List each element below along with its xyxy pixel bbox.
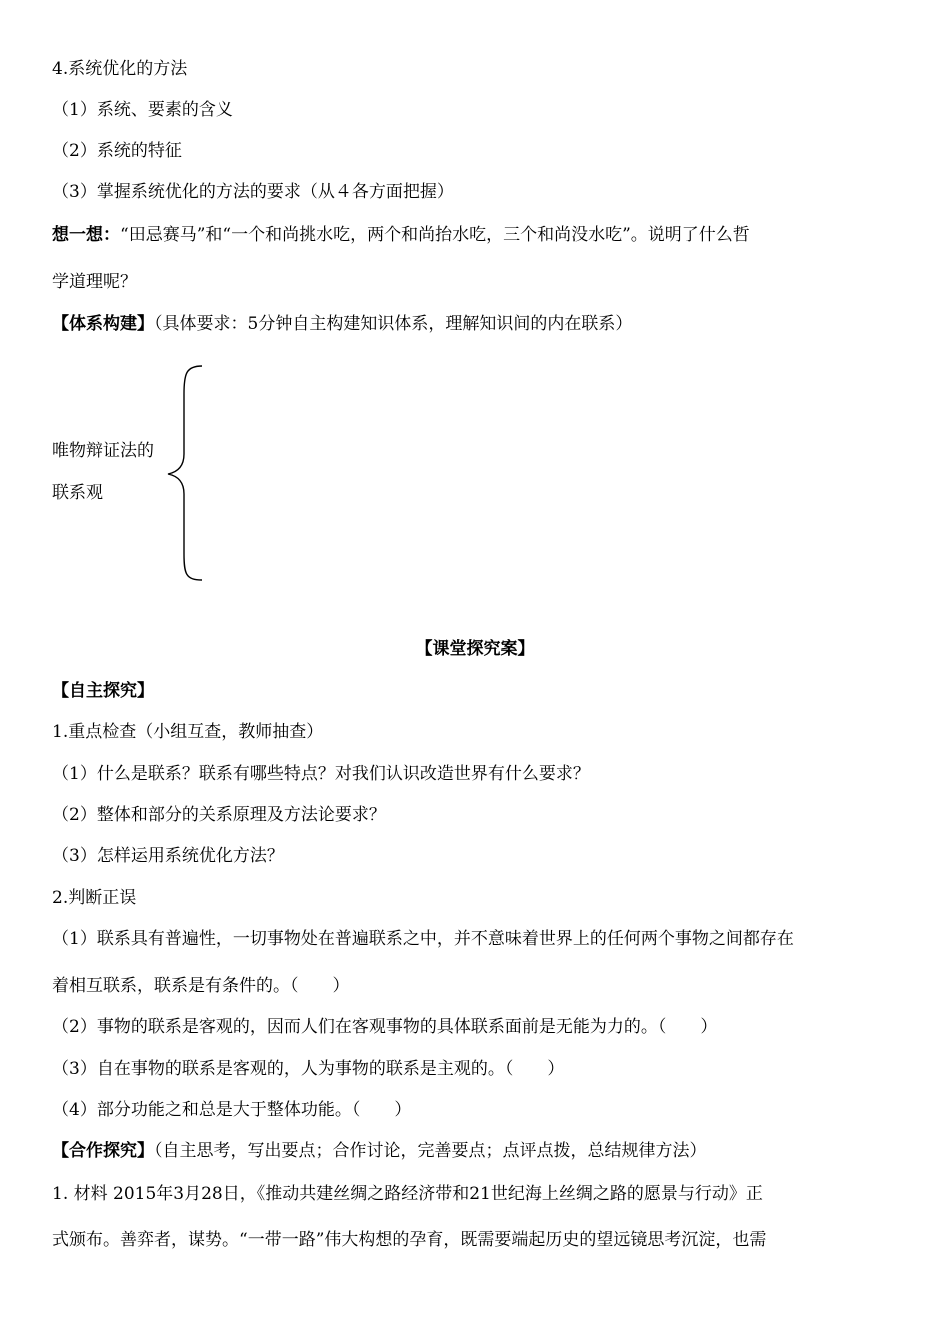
self-q1-item: （3）怎样运用系统优化方法？ bbox=[52, 846, 284, 866]
section-4-item: （3）掌握系统优化的方法的要求（从４各方面把握） bbox=[52, 182, 454, 202]
self-explore-label: 【自主探究】 bbox=[52, 681, 154, 701]
judge-item: （3）自在事物的联系是客观的，人为事物的联系是主观的。（ ） bbox=[52, 1059, 565, 1079]
material-line-1: 1. 材料 2015年3月28日，《推动共建丝绸之路经济带和21世纪海上丝绸之路的愿景与行动》正 bbox=[52, 1184, 763, 1204]
self-q1-title: 1.重点检查（小组互查，教师抽查） bbox=[52, 722, 324, 742]
judge-item: （4）部分功能之和总是大于整体功能。（ ） bbox=[52, 1100, 412, 1120]
judge-item: （2）事物的联系是客观的，因而人们在客观事物的具体联系面前是无能为力的。（ ） bbox=[52, 1017, 718, 1037]
think-paragraph-line bbox=[52, 224, 750, 246]
concept-label-line-2: 联系观 bbox=[52, 483, 103, 503]
think-text: “田忌赛马”和“一个和尚挑水吃，两个和尚抬水吃，三个和尚没水吃”。说明了什么哲 bbox=[120, 225, 750, 245]
judge-item-1-line-1: （1）联系具有普遍性，一切事物处在普遍联系之中，并不意味着世界上的任何两个事物之间都存在 bbox=[52, 929, 794, 949]
section-4-title: 4.系统优化的方法 bbox=[52, 59, 188, 79]
think-label: 想一想： bbox=[52, 225, 120, 245]
coop-explore-requirement: （自主思考，写出要点；合作讨论，完善要点；点评点拨，总结规律方法） bbox=[154, 1141, 707, 1161]
curly-brace-icon bbox=[164, 364, 206, 584]
system-build-label: 【体系构建】 bbox=[52, 314, 154, 334]
think-paragraph-line-2: 学道理呢？ bbox=[52, 272, 137, 292]
classroom-section-title: 【课堂探究案】 bbox=[415, 639, 535, 659]
self-q1-item: （2）整体和部分的关系原理及方法论要求？ bbox=[52, 805, 386, 825]
system-build-line bbox=[52, 313, 632, 335]
concept-label-line-1: 唯物辩证法的 bbox=[52, 441, 154, 461]
coop-explore-line bbox=[52, 1140, 707, 1162]
system-build-requirement: （具体要求：5分钟自主构建知识体系，理解知识间的内在联系） bbox=[154, 314, 633, 334]
judge-item-1-line-2: 着相互联系，联系是有条件的。（ ） bbox=[52, 976, 350, 996]
section-4-item: （2）系统的特征 bbox=[52, 141, 182, 161]
section-4-item: （1）系统、要素的含义 bbox=[52, 100, 233, 120]
material-line-2: 式颁布。善弈者，谋势。“一带一路”伟大构想的孕育，既需要端起历史的望远镜思考沉淀，也需 bbox=[52, 1230, 767, 1250]
self-q2-title: 2.判断正误 bbox=[52, 888, 137, 908]
self-q1-item: （1）什么是联系？联系有哪些特点？对我们认识改造世界有什么要求？ bbox=[52, 764, 590, 784]
coop-explore-label: 【合作探究】 bbox=[52, 1141, 154, 1161]
